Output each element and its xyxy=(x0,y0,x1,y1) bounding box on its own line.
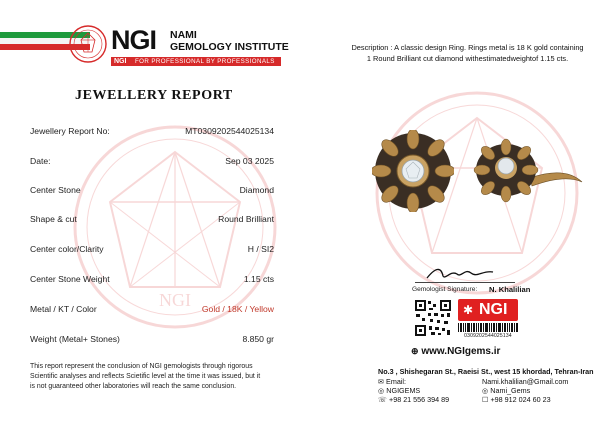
description-line-2: 1 Round Brilliant cut diamond withestimatedweightof 1.15 cts. xyxy=(366,54,569,63)
phone-number-1: +98 21 556 394 89 xyxy=(389,395,450,404)
barcode-number: 0309202544025134 xyxy=(464,333,512,339)
email-address[interactable]: Nami.khalilian@Gmail.com xyxy=(482,377,569,386)
value-color-clarity: H / SI2 xyxy=(247,244,274,254)
instagram-row-2[interactable] xyxy=(482,386,530,395)
description-line-1: Description : A classic design Ring. Rings metal is 18 K gold containing xyxy=(351,43,584,52)
label-stone-weight: Center Stone Weight xyxy=(30,274,110,284)
barcode xyxy=(458,323,518,332)
disclaimer-line-2: Scientific analyses and reflects Scietific level at the time it was issued, but it xyxy=(30,373,261,380)
ring-photo-side xyxy=(470,138,585,208)
instagram-handle-2: Nami_Gems xyxy=(490,386,531,395)
value-metal: Gold / 18K / Yellow xyxy=(201,304,274,314)
tagline-badge: NGI xyxy=(114,58,127,65)
brand-logo-text: NGI xyxy=(111,25,157,55)
ngi-badge xyxy=(458,299,518,321)
qr-code xyxy=(414,299,452,337)
ring-photo-front xyxy=(372,130,454,212)
phone-icon: ☏ xyxy=(378,395,387,404)
label-date: Date: xyxy=(30,156,51,166)
label-report-number: Jewellery Report No: xyxy=(30,126,110,136)
phone-number-2: +98 912 024 60 23 xyxy=(490,395,551,404)
watermark-left-mark: NGI xyxy=(159,290,191,310)
instagram-icon: ◎ xyxy=(378,386,385,395)
value-date: Sep 03 2025 xyxy=(225,156,274,166)
phone-row-2[interactable] xyxy=(482,395,551,404)
signature-label: Gemologist Signature: xyxy=(412,286,478,293)
value-shape-cut: Round Brilliant xyxy=(218,214,274,224)
mobile-icon: ☐ xyxy=(482,395,489,404)
label-shape-cut: Shape & cut xyxy=(30,214,77,224)
email-row[interactable] xyxy=(378,377,406,386)
globe-icon: ⊕ xyxy=(411,346,419,356)
email-label: Email: xyxy=(386,377,407,386)
address: No.3 , Shishegaran St., Raeisi St., west 15 khordad, Tehran-Iran xyxy=(378,367,594,376)
value-total-weight: 8.850 gr xyxy=(242,334,274,344)
disclaimer-line-3: is not guaranteed other laboratories will reach the same conclusion. xyxy=(30,383,237,390)
instagram-row-1[interactable] xyxy=(378,386,420,395)
envelope-icon: ✉ xyxy=(378,377,385,386)
instagram-handle-1: NGIGEMS xyxy=(386,386,421,395)
phone-row-1[interactable] xyxy=(378,395,449,404)
disclaimer xyxy=(30,362,300,392)
description xyxy=(325,42,610,64)
brand-name-line1: NAMI xyxy=(170,29,197,41)
ngi-emblem-logo xyxy=(68,24,108,64)
value-report-number: MT0309202544025134 xyxy=(185,126,274,136)
signature-line xyxy=(415,282,515,283)
label-color-clarity: Center color/Clarity xyxy=(30,244,104,254)
watermark-left-seal xyxy=(70,122,280,332)
ngi-badge-text: NGI xyxy=(479,301,508,318)
tagline-text: FOR PROFESSIONAL BY PROFESSIONALS xyxy=(135,58,275,65)
website[interactable] xyxy=(411,346,500,357)
signature-name: N. Khalilian xyxy=(489,285,531,294)
gemologist-signature-drawing xyxy=(425,264,495,282)
value-center-stone: Diamond xyxy=(239,185,274,195)
report-title: JEWELLERY REPORT xyxy=(75,88,233,103)
disclaimer-line-1: This report represent the conclusion of NGI gemologists through rigorous xyxy=(30,363,253,370)
website-text: www.NGIgems.ir xyxy=(421,346,501,357)
brand-name-line2: GEMOLOGY INSTITUTE xyxy=(170,41,289,53)
label-total-weight: Weight (Metal+ Stones) xyxy=(30,334,120,344)
label-center-stone: Center Stone xyxy=(30,185,81,195)
ngi-badge-star-icon: ✱ xyxy=(463,303,474,317)
value-stone-weight: 1.15 cts xyxy=(243,274,274,284)
label-metal: Metal / KT / Color xyxy=(30,304,97,314)
tagline-bar xyxy=(111,57,281,66)
instagram-icon: ◎ xyxy=(482,386,489,395)
